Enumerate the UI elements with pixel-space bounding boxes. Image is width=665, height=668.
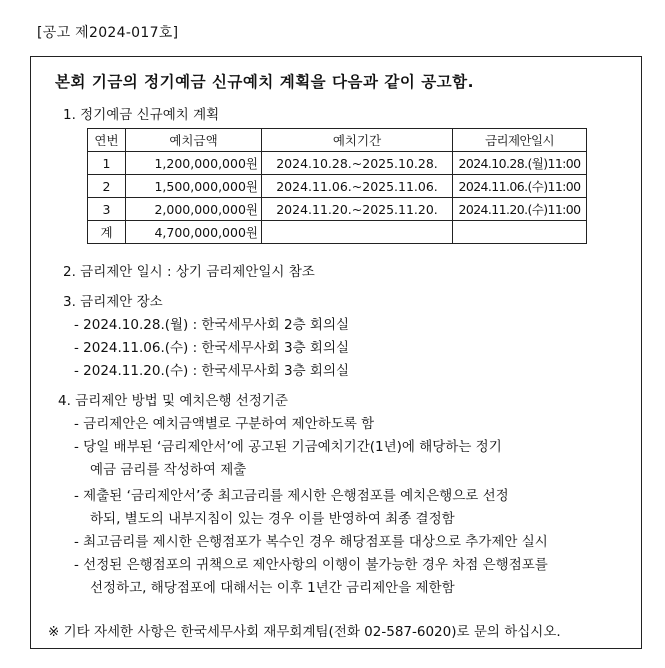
cell-empty bbox=[453, 221, 587, 244]
criteria-item-continuation: 하되, 별도의 내부지침이 있는 경우 이를 반영하여 최종 결정함 bbox=[90, 511, 455, 527]
header-no: 연번 bbox=[88, 129, 126, 152]
section2-title: 2. 금리제안 일시 : 상기 금리제안일시 참조 bbox=[63, 264, 315, 280]
cell-proposal-date: 2024.11.20.(수)11:00 bbox=[453, 198, 587, 221]
cell-no: 3 bbox=[88, 198, 126, 221]
header-proposal-date: 금리제안일시 bbox=[453, 129, 587, 152]
section1-title: 1. 정기예금 신규예치 계획 bbox=[63, 107, 220, 123]
criteria-item: - 최고금리를 제시한 은행점포가 복수인 경우 해당점포를 대상으로 추가제안 실시 bbox=[74, 534, 548, 550]
criteria-item-continuation: 선정하고, 해당점포에 대해서는 이후 1년간 금리제안을 제한함 bbox=[90, 580, 455, 596]
header-amount: 예치금액 bbox=[126, 129, 262, 152]
table-row bbox=[88, 175, 587, 198]
table-row bbox=[88, 152, 587, 175]
cell-amount: 2,000,000,000원 bbox=[126, 198, 262, 221]
location-item: - 2024.11.20.(수) : 한국세무사회 3층 회의실 bbox=[74, 363, 350, 379]
header-period: 예치기간 bbox=[262, 129, 453, 152]
notice-number: [공고 제2024-017호] bbox=[37, 25, 179, 41]
cell-amount: 1,200,000,000원 bbox=[126, 152, 262, 175]
location-item: - 2024.11.06.(수) : 한국세무사회 3층 회의실 bbox=[74, 340, 350, 356]
section4-title: 4. 금리제안 방법 및 예치은행 선정기준 bbox=[58, 393, 288, 409]
cell-proposal-date: 2024.10.28.(월)11:00 bbox=[453, 152, 587, 175]
section3-title: 3. 금리제안 장소 bbox=[63, 294, 163, 310]
criteria-item: - 당일 배부된 ‘금리제안서’에 공고된 기금예치기간(1년)에 해당하는 정기 bbox=[74, 439, 502, 455]
cell-total-amount: 4,700,000,000원 bbox=[126, 221, 262, 244]
table-total-row bbox=[88, 221, 587, 244]
cell-period: 2024.10.28.~2025.10.28. bbox=[262, 152, 453, 175]
deposit-schedule-table bbox=[87, 128, 587, 244]
cell-empty bbox=[262, 221, 453, 244]
location-item: - 2024.10.28.(월) : 한국세무사회 2층 회의실 bbox=[74, 317, 350, 333]
criteria-item: - 제출된 ‘금리제안서’중 최고금리를 제시한 은행점포를 예치은행으로 선정 bbox=[74, 488, 509, 504]
contact-footnote: ※ 기타 자세한 사항은 한국세무사회 재무회계팀(전화 02-587-6020)로 문의 하십시오. bbox=[48, 624, 561, 640]
notice-headline: 본회 기금의 정기예금 신규예치 계획을 다음과 같이 공고함. bbox=[55, 73, 475, 91]
cell-amount: 1,500,000,000원 bbox=[126, 175, 262, 198]
criteria-item: - 금리제안은 예치금액별로 구분하여 제안하도록 함 bbox=[74, 416, 375, 432]
criteria-item: - 선정된 은행점포의 귀책으로 제안사항의 이행이 불가능한 경우 차점 은행점포를 bbox=[74, 557, 548, 573]
table-header-row bbox=[88, 129, 587, 152]
cell-period: 2024.11.06.~2025.11.06. bbox=[262, 175, 453, 198]
cell-no: 1 bbox=[88, 152, 126, 175]
cell-no: 2 bbox=[88, 175, 126, 198]
table-row bbox=[88, 198, 587, 221]
cell-proposal-date: 2024.11.06.(수)11:00 bbox=[453, 175, 587, 198]
cell-period: 2024.11.20.~2025.11.20. bbox=[262, 198, 453, 221]
cell-total-label: 계 bbox=[88, 221, 126, 244]
criteria-item-continuation: 예금 금리를 작성하여 제출 bbox=[90, 462, 247, 478]
